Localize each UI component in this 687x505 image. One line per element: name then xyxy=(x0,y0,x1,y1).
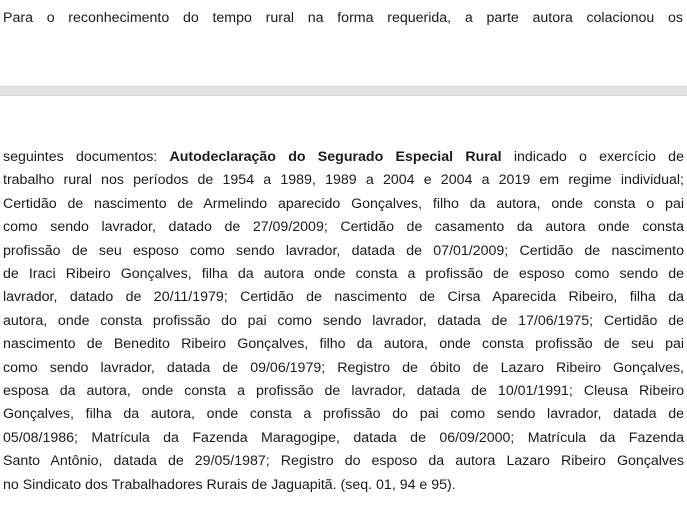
paragraph-line: nascimento de Benedito Ribeiro Gonçalves, filho da autora, onde consta profissão de seu pai xyxy=(3,336,684,353)
document-page-top xyxy=(0,0,687,86)
paragraph-line: 05/08/1986; Matrícula da Fazenda Maragogipe, datada de 06/09/2000; Matrícula da Fazenda xyxy=(3,429,684,446)
paragraph-line: de Iraci Ribeiro Gonçalves, filha da autora onde consta a profissão de esposo como sendo de xyxy=(3,266,684,283)
paragraph-line-last: no Sindicato dos Trabalhadores Rurais de Jaguapitã. (seq. 01, 94 e 95). xyxy=(3,476,456,493)
paragraph-line: autora, onde consta profissão do pai como sendo lavrador, datada de 17/06/1975; Certidão de xyxy=(3,312,684,329)
paragraph-line: Santo Antônio, datada de 29/05/1987; Registro do esposo da autora Lazaro Ribeiro Gonçalves xyxy=(3,453,684,470)
paragraph-line: trabalho rural nos períodos de 1954 a 1989, 1989 a 2004 e 2004 a 2019 em regime individual; xyxy=(3,172,684,189)
paragraph-line: Gonçalves, filha da autora, onde consta a profissão do pai como sendo lavrador, datada de xyxy=(3,406,684,423)
paragraph-line: como sendo lavrador, datado de 27/09/2009; Certidão de casamento da autora onde consta xyxy=(3,219,684,236)
document-title-bold: Autodeclaração do Segurado Especial Rural xyxy=(169,149,502,165)
paragraph-line: como sendo lavrador, datada de 09/06/1979; Registro de óbito de Lazaro Ribeiro Gonçalves, xyxy=(3,359,684,376)
body-paragraph xyxy=(3,146,684,497)
paragraph-line xyxy=(3,146,684,169)
document-page-bottom xyxy=(0,96,687,505)
paragraph-line: esposa da autora, onde consta a profissão de lavrador, datada de 10/01/1991; Cleusa Ribeiro xyxy=(3,383,684,400)
paragraph-line: lavrador, datado de 20/11/1979; Certidão de nascimento de Cirsa Aparecida Ribeiro, filha da xyxy=(3,289,684,306)
paragraph-line: Certidão de nascimento de Armelindo aparecido Gonçalves, filho da autora, onde consta o pai xyxy=(3,195,684,212)
line-text: indicado o exercício de xyxy=(513,149,684,165)
paragraph-line-top: Para o reconhecimento do tempo rural na forma requerida, a parte autora colacionou os xyxy=(3,10,683,26)
line-text: seguintes documentos: xyxy=(3,149,158,165)
page-break-separator xyxy=(0,86,687,96)
paragraph-line: profissão de seu esposo como sendo lavrador, datada de 07/01/2009; Certidão de nascimento xyxy=(3,242,684,259)
